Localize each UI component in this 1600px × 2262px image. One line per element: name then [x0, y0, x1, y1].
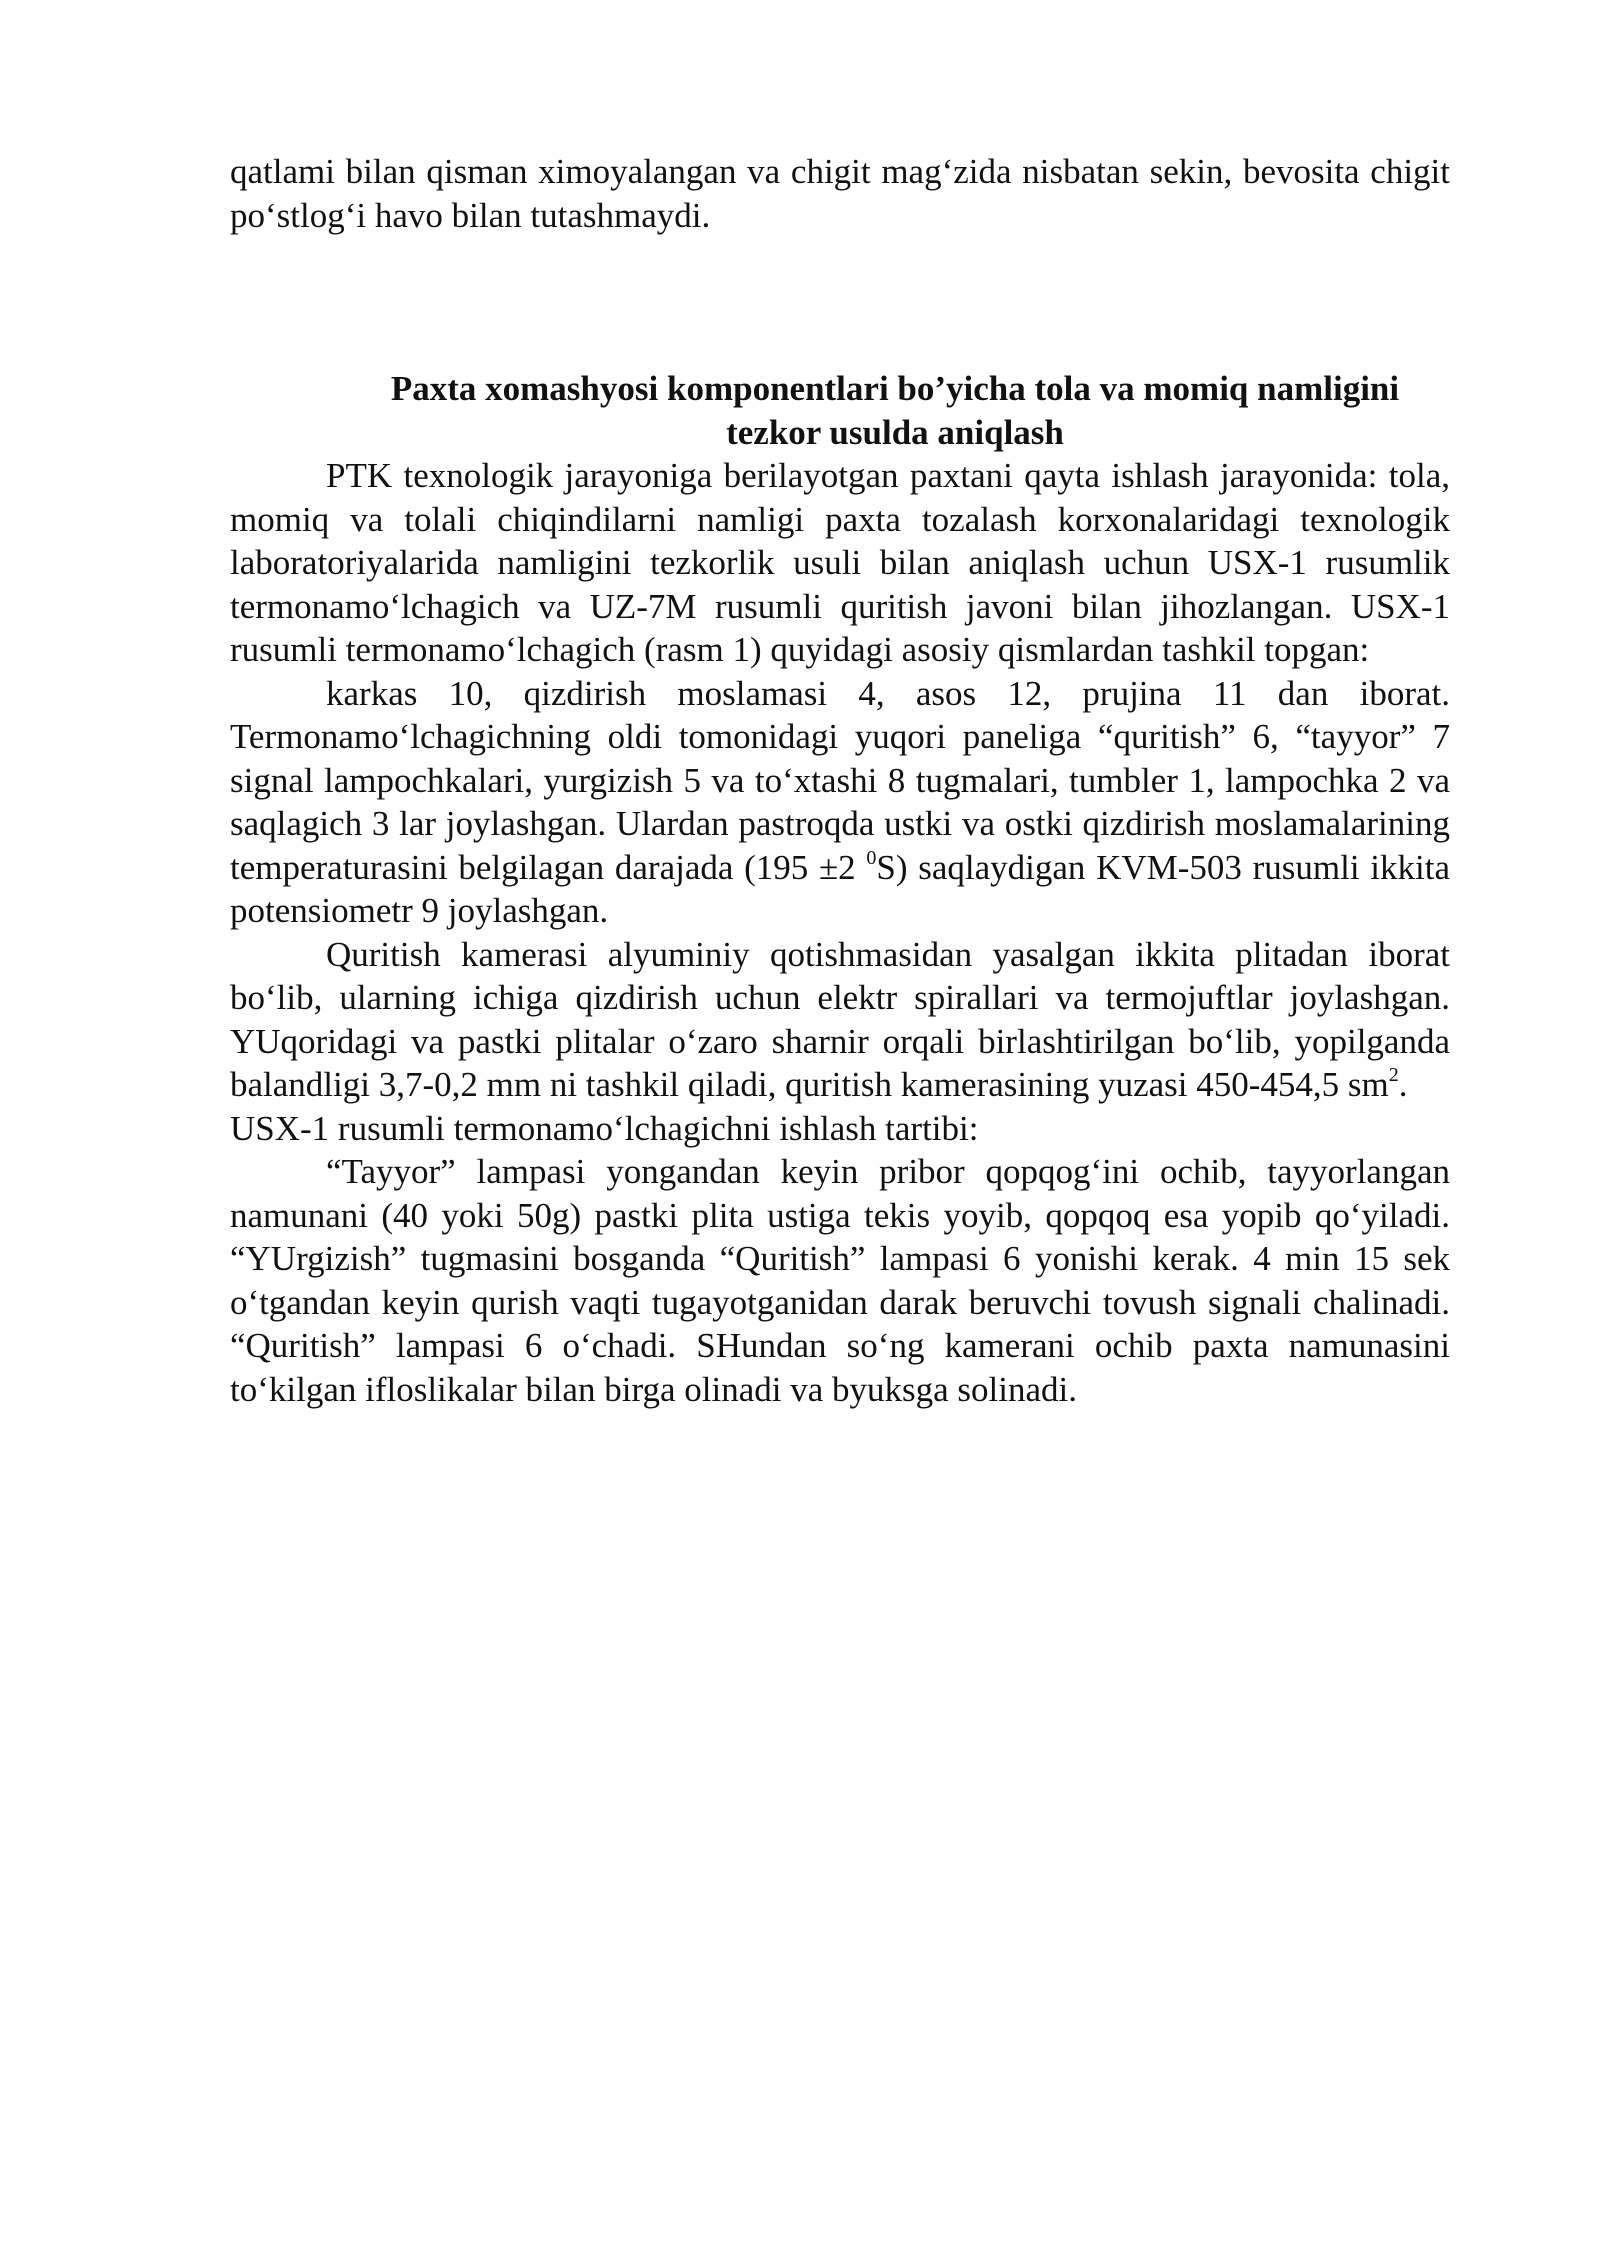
paragraph-1: PTK texnologik jarayoniga berilayotgan paxtani qayta ishlash jarayonida: tola, momiq va tolali chiqindilarni namligi paxta tozalash korxonalaridagi texnologik laboratoriyalarida namligini tezkorlik usuli bilan aniqlash uchun USX-1 rusumlik termonamo‘lchagich va UZ-7M rusumli quritish javoni bilan jihozlangan. USX-1 rusumli termonamo‘lchagich (rasm 1) quyidagi asosiy qismlardan tashkil topgan: — [230, 456, 1450, 669]
paragraph-3 — [230, 933, 1450, 1107]
paragraph-5: “Tayyor” lampasi yongandan keyin pribor qopqog‘ini ochib, tayyorlangan namunani (40 yoki 50g) pastki plita ustiga tekis yoyib, qopqoq esa yopib qo‘yiladi. “YUrgizish” tugmasini bosganda “Quritish” lampasi 6 yonishi kerak. 4 min 15 sek o‘tgandan keyin qurish vaqti tugayotganidan darak beruvchi tovush signali chalinadi. “Quritish” lampasi 6 o‘chadi. SHundan so‘ng kamerani ochib paxta namunasini to‘kilgan ifloslikalar bilan birga olinadi va byuksga solinadi. — [230, 1152, 1450, 1409]
intro-paragraph: qatlami bilan qisman ximoyalangan va chigit mag‘zida nisbatan sekin, bevosita chigit po‘stlog‘i havo bilan tutashmaydi. — [230, 152, 1450, 235]
heading-line-2: tezkor usulda aniqlash — [726, 412, 1064, 452]
paragraph-4: USX-1 rusumli termonamo‘lchagichni ishlash tartibi: — [230, 1108, 979, 1148]
heading-line-1: Paxta xomashyosi komponentlari bo’yicha tola va momiq namligini — [390, 369, 1400, 408]
area-superscript: 2 — [1388, 1064, 1399, 1087]
paragraph-2-text-b: S) saqlaydigan KVM-503 rusumli ikkita potensiometr 9 joylashgan. — [230, 847, 1450, 930]
degree-superscript: 0 — [866, 846, 877, 869]
paragraph-2-text-a: karkas 10, qizdirish moslamasi 4, asos 12, prujina 11 dan iborat. Termonamo‘lchagichning oldi tomonidagi yuqori paneliga “quritish” 6, “tayyor” 7 signal lampochkalari, yurgizish 5 va to‘xtashi 8 tugmalari, tumbler 1, lampochka 2 va saqlagich 3 lar joylashgan. Ulardan pastroqda ustki va ostki qizdirish moslamalarining temperaturasini belgilagan darajada (195 ±2 — [230, 673, 1450, 887]
paragraph-3-text-b: . — [1398, 1065, 1408, 1104]
paragraph-2 — [230, 672, 1450, 933]
document-page — [230, 150, 1450, 1411]
section-heading — [230, 367, 1450, 454]
paragraph-3-text-a: Quritish kamerasi alyuminiy qotishmasidan yasalgan ikkita plitadan iborat bo‘lib, ularning ichiga qizdirish uchun elektr spirallari va termojuftlar joylashgan. YUqoridagi va pastki plitalar o‘zaro sharnir orqali birlashtirilgan bo‘lib, yopilganda balandligi 3,7-0,2 mm ni tashkil qiladi, quritish kamerasining yuzasi 450-454,5 sm — [230, 934, 1450, 1104]
